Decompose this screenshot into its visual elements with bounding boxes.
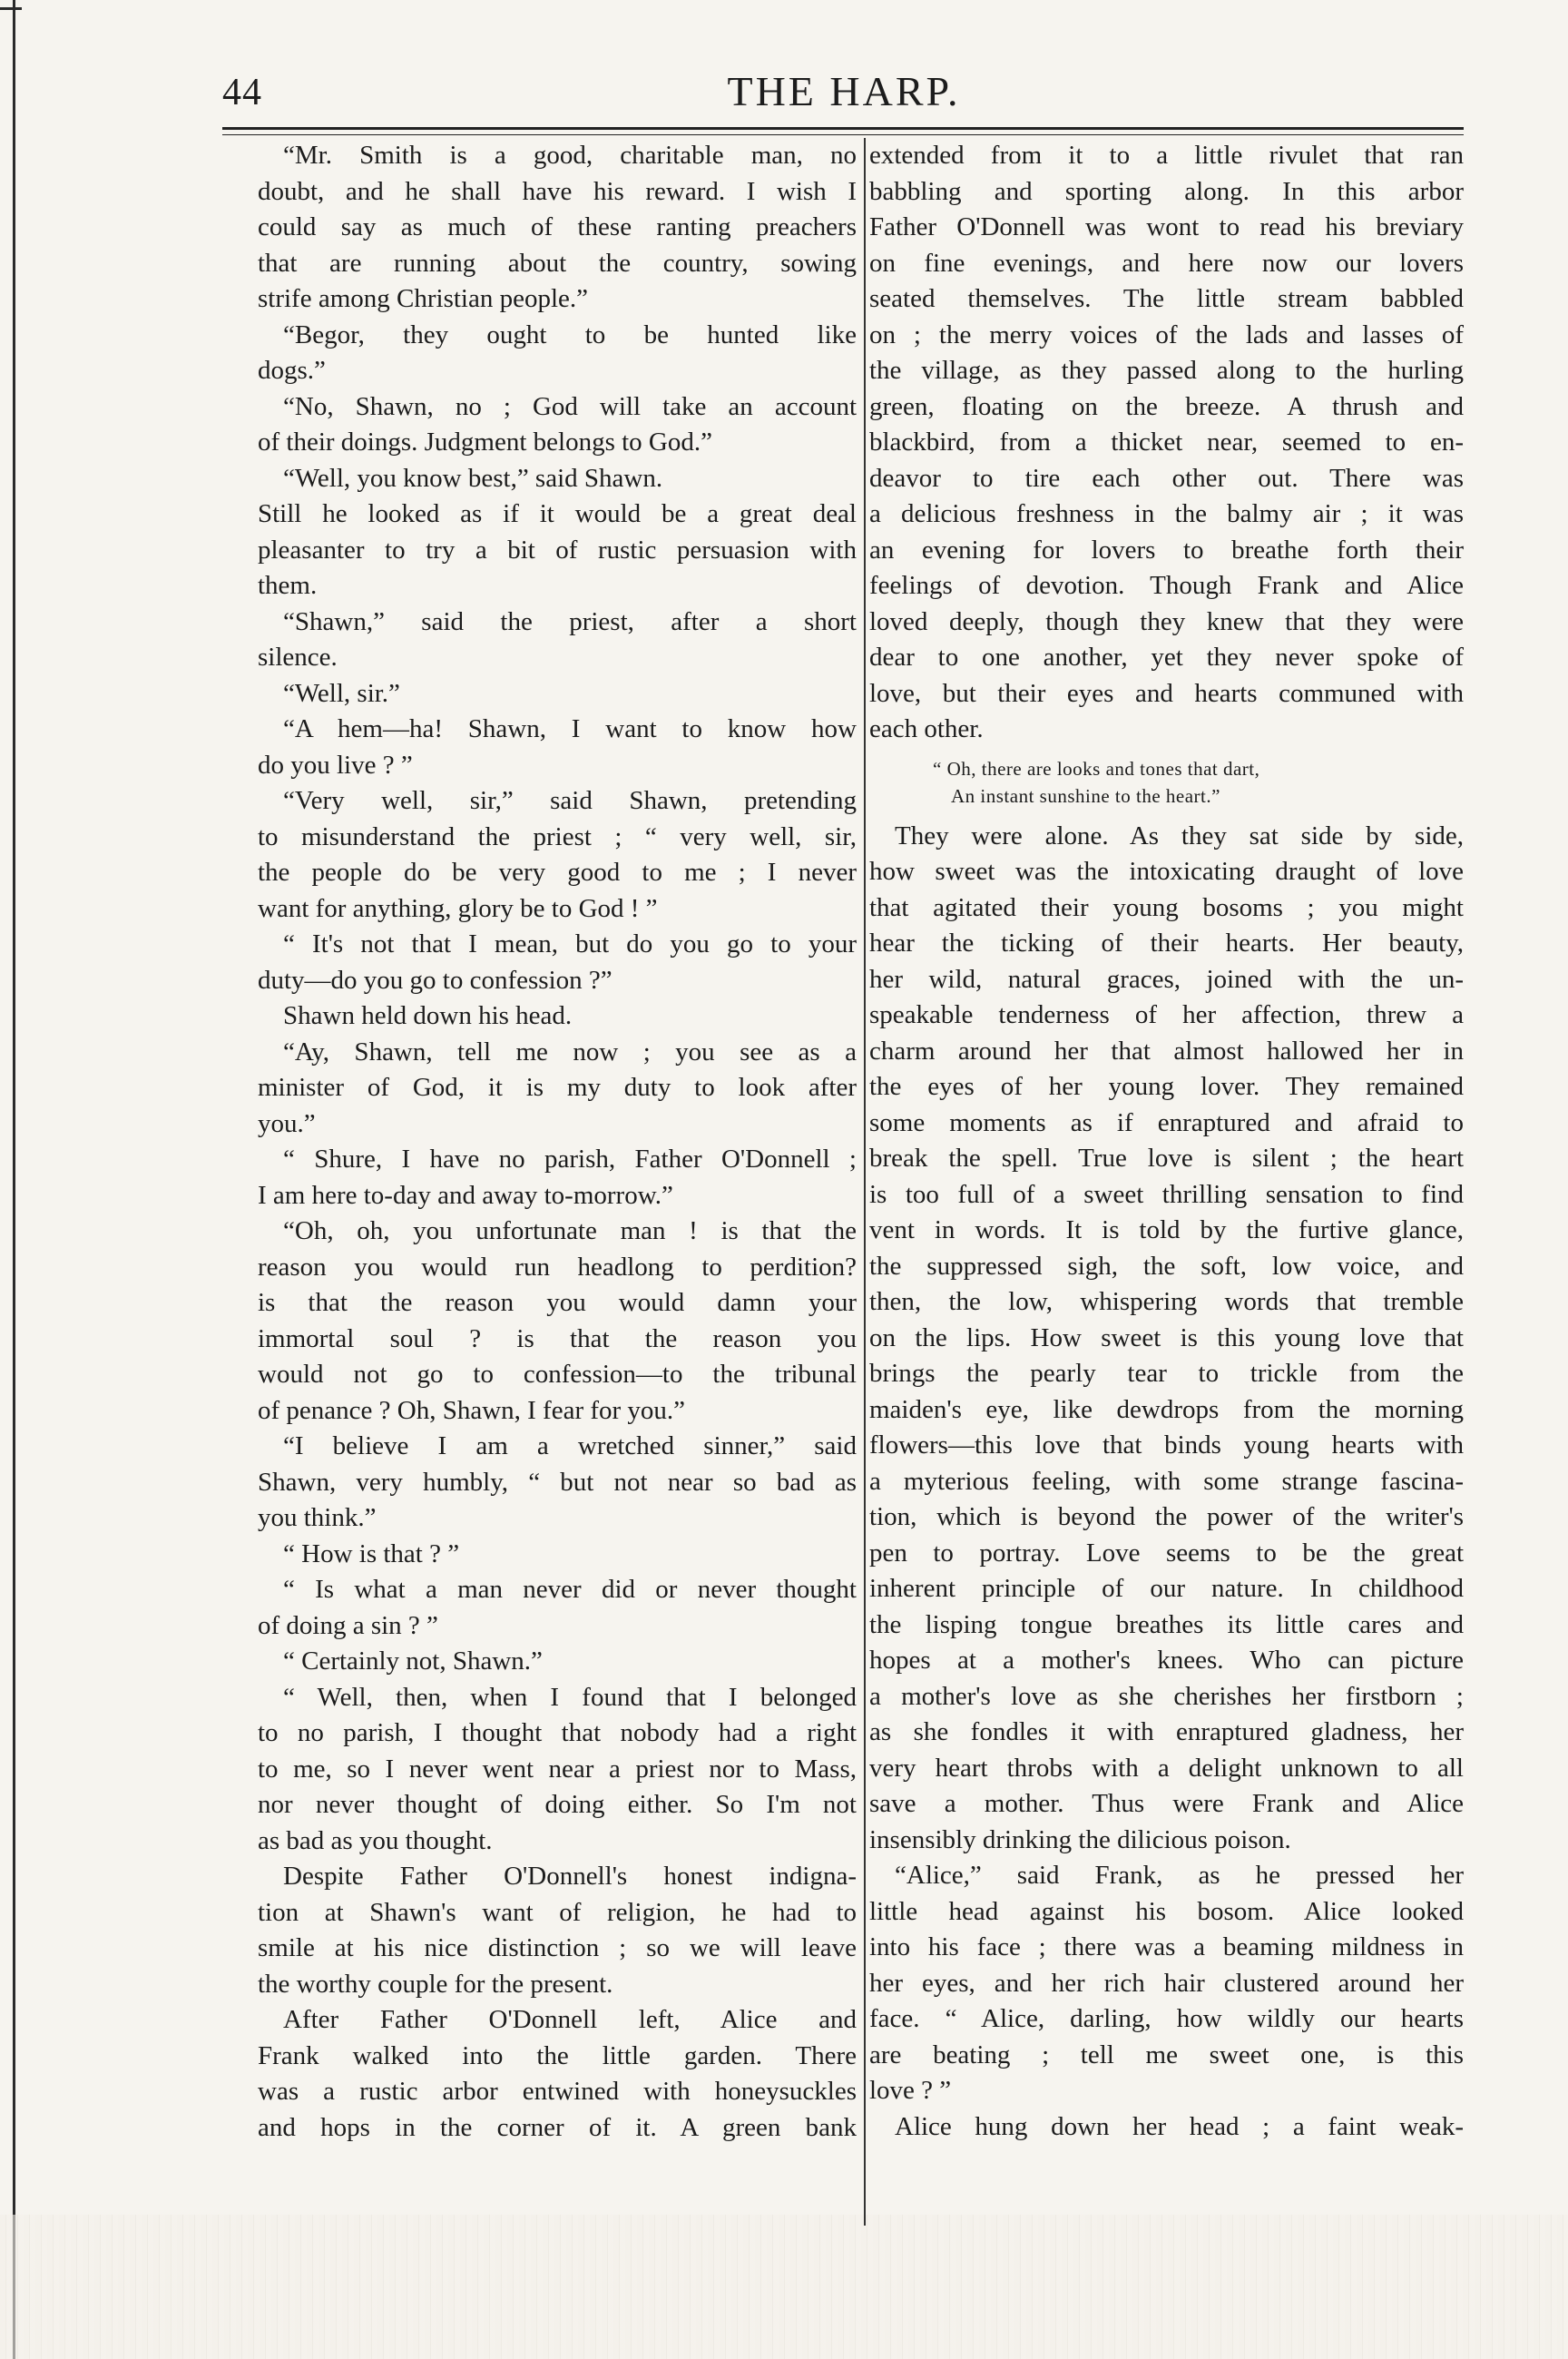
text-line: dear to one another, yet they never spoke of xyxy=(869,643,1464,672)
text-line: dogs.” xyxy=(258,356,326,385)
text-line: maiden's eye, like dewdrops from the morning xyxy=(869,1394,1464,1424)
text-line: tion at Shawn's want of religion, he had to xyxy=(258,1897,857,1927)
text-line: of penance ? Oh, Shawn, I fear for you.” xyxy=(258,1395,686,1425)
text-line: smile at his nice distinction ; so we will leave xyxy=(258,1933,857,1962)
page-number: 44 xyxy=(222,72,262,113)
text-line: charm around her that almost hallowed her in xyxy=(869,1036,1464,1066)
text-line: face. “ Alice, darling, how wildly our hearts xyxy=(869,2004,1464,2033)
page-header xyxy=(222,64,1465,136)
text-line: love, but their eyes and hearts communed with xyxy=(869,678,1464,708)
text-line: pleasanter to try a bit of rustic persuasion with xyxy=(258,535,857,565)
text-line: is that the reason you would damn your xyxy=(258,1288,857,1317)
text-line: little head against his bosom. Alice looked xyxy=(869,1896,1464,1926)
text-line: deavor to tire each other out. There was xyxy=(869,463,1464,493)
left-text-column xyxy=(258,138,857,2146)
text-line: to no parish, I thought that nobody had a right xyxy=(258,1718,857,1747)
text-line: that are running about the country, sowing xyxy=(258,248,857,278)
text-line: tion, which is beyond the power of the writer's xyxy=(869,1502,1464,1531)
page-corner-rule xyxy=(0,7,22,10)
text-line: on the lips. How sweet is this young love that xyxy=(869,1322,1464,1352)
text-line: the eyes of her young lover. They remained xyxy=(869,1072,1464,1101)
verse-line: “ Oh, there are looks and tones that dart, xyxy=(933,757,1260,780)
text-line: Still he looked as if it would be a great deal xyxy=(258,499,857,528)
text-line: reason you would run headlong to perdition? xyxy=(258,1252,857,1282)
right-column-top-text xyxy=(869,138,1464,748)
text-line: the lisping tongue breathes its little cares and xyxy=(869,1609,1464,1639)
text-line: the village, as they passed along to the hurling xyxy=(869,356,1464,385)
text-line: how sweet was the intoxicating draught of love xyxy=(869,857,1464,886)
text-line: “Well, you know best,” said Shawn. xyxy=(283,463,663,493)
text-line: hear the ticking of their hearts. Her beauty, xyxy=(869,929,1464,958)
text-line: on fine evenings, and here now our lovers xyxy=(869,248,1464,278)
text-line: hopes at a mother's knees. Who can picture xyxy=(869,1646,1464,1675)
text-line: very heart throbs with a delight unknown to all xyxy=(869,1753,1464,1783)
text-line: them. xyxy=(258,571,318,600)
text-line: the worthy couple for the present. xyxy=(258,1969,613,1999)
text-line: a delicious freshness in the balmy air ; it was xyxy=(869,499,1464,528)
text-line: each other. xyxy=(869,714,984,743)
text-line: “ Certainly not, Shawn.” xyxy=(283,1646,543,1676)
text-line: “I believe I am a wretched sinner,” said xyxy=(283,1431,857,1460)
verse-quotation xyxy=(869,748,1464,819)
text-line: Shawn held down his head. xyxy=(283,1001,573,1030)
text-line: you think.” xyxy=(258,1503,377,1532)
text-line: is too full of a sweet thrilling sensation to find xyxy=(869,1179,1464,1209)
text-line: babbling and sporting along. In this arbor xyxy=(869,176,1464,206)
text-line: “Oh, oh, you unfortunate man ! is that the xyxy=(283,1216,857,1245)
text-line: on ; the merry voices of the lads and lasses of xyxy=(869,319,1464,349)
text-line: you.” xyxy=(258,1108,316,1138)
verse-line: An instant sunshine to the heart.” xyxy=(951,784,1220,807)
text-line: strife among Christian people.” xyxy=(258,284,589,313)
text-line: “Begor, they ought to be hunted like xyxy=(283,319,857,349)
text-line: They were alone. As they sat side by side, xyxy=(895,821,1464,850)
text-line: duty—do you go to confession ?” xyxy=(258,965,612,995)
text-line: to misunderstand the priest ; “ very well, sir, xyxy=(258,821,857,851)
text-line: and hops in the corner of it. A green bank xyxy=(258,2112,857,2142)
text-line: break the spell. True love is silent ; the heart xyxy=(869,1144,1464,1173)
text-line: inherent principle of our nature. In childhood xyxy=(869,1574,1464,1603)
page-bottom-margin xyxy=(0,2215,1568,2359)
text-line: “A hem—ha! Shawn, I want to know how xyxy=(283,714,857,743)
text-line: brings the pearly tear to trickle from the xyxy=(869,1359,1464,1388)
header-rule-thick xyxy=(222,127,1464,130)
text-line: would not go to confession—to the tribunal xyxy=(258,1360,857,1389)
text-line: as bad as you thought. xyxy=(258,1825,493,1855)
text-line: then, the low, whispering words that tremble xyxy=(869,1287,1464,1316)
text-line: “Well, sir.” xyxy=(283,678,400,708)
text-line: insensibly drinking the dilicious poison. xyxy=(869,1824,1291,1854)
text-line: “ Shure, I have no parish, Father O'Donnell ; xyxy=(283,1145,857,1174)
text-line: immortal soul ? is that the reason you xyxy=(258,1323,857,1353)
text-line: extended from it to a little rivulet that ran xyxy=(869,141,1464,170)
text-line: seated themselves. The little stream babbled xyxy=(869,284,1464,313)
text-line: “Shawn,” said the priest, after a short xyxy=(283,606,857,636)
text-line: speakable tenderness of her affection, threw a xyxy=(869,1000,1464,1029)
text-line: I am here to-day and away to-morrow.” xyxy=(258,1180,673,1210)
text-line: of their doings. Judgment belongs to God.” xyxy=(258,428,713,457)
text-line: Father O'Donnell was wont to read his breviary xyxy=(869,212,1464,241)
text-line: feelings of devotion. Though Frank and Alice xyxy=(869,571,1464,600)
text-line: pen to portray. Love seems to be the great xyxy=(869,1538,1464,1568)
text-line: do you live ? ” xyxy=(258,750,413,780)
text-line: the people do be very good to me ; I never xyxy=(258,858,857,887)
text-line: flowers—this love that binds young hearts with xyxy=(869,1430,1464,1460)
text-line: want for anything, glory be to God ! ” xyxy=(258,893,658,923)
text-line: are beating ; tell me sweet one, is this xyxy=(869,2040,1464,2069)
text-line: “Very well, sir,” said Shawn, pretending xyxy=(283,786,857,815)
text-line: nor never thought of doing either. So I'm not xyxy=(258,1790,857,1819)
text-line: “ It's not that I mean, but do you go to your xyxy=(283,929,857,958)
text-line: “No, Shawn, no ; God will take an account xyxy=(283,391,857,421)
text-line: that agitated their young bosoms ; you might xyxy=(869,892,1464,922)
text-line: her eyes, and her rich hair clustered around her xyxy=(869,1968,1464,1998)
text-line: “Mr. Smith is a good, charitable man, no xyxy=(283,141,857,170)
text-line: the suppressed sigh, the soft, low voice, and xyxy=(869,1251,1464,1281)
running-title: THE HARP. xyxy=(727,68,961,114)
right-column-bottom-text xyxy=(869,819,1464,2146)
text-line: minister of God, it is my duty to look after xyxy=(258,1073,857,1102)
text-line: Shawn, very humbly, “ but not near so bad as xyxy=(258,1467,857,1497)
text-line: Frank walked into the little garden. There xyxy=(258,2040,857,2070)
text-line: as she fondles it with enraptured gladness, her xyxy=(869,1717,1464,1746)
text-line: silence. xyxy=(258,643,338,672)
header-rule-thin xyxy=(222,134,1464,135)
text-line: After Father O'Donnell left, Alice and xyxy=(283,2005,857,2034)
text-line: a mother's love as she cherishes her firstborn ; xyxy=(869,1681,1464,1711)
page-edge-rule xyxy=(13,0,15,2359)
text-line: was a rustic arbor entwined with honeysuckles xyxy=(258,2077,857,2106)
text-line: vent in words. It is told by the furtive glance, xyxy=(869,1215,1464,1244)
text-line: Despite Father O'Donnell's honest indigna- xyxy=(283,1862,857,1891)
text-line: to me, so I never went near a priest nor to Mass, xyxy=(258,1754,857,1784)
text-line: Alice hung down her head ; a faint weak- xyxy=(895,2111,1464,2141)
text-line: some moments as if enraptured and afraid to xyxy=(869,1107,1464,1137)
text-line: “ How is that ? ” xyxy=(283,1538,460,1568)
column-divider xyxy=(864,138,866,2226)
text-line: “Alice,” said Frank, as he pressed her xyxy=(895,1861,1464,1890)
text-line: a myterious feeling, with some strange fascina- xyxy=(869,1466,1464,1496)
text-line: “ Well, then, when I found that I belonged xyxy=(283,1682,857,1712)
right-text-column xyxy=(869,138,1464,2145)
text-line: an evening for lovers to breathe forth their xyxy=(869,535,1464,565)
text-line: green, floating on the breeze. A thrush and xyxy=(869,391,1464,421)
text-line: love ? ” xyxy=(869,2076,952,2105)
text-line: save a mother. Thus were Frank and Alice xyxy=(869,1789,1464,1818)
text-line: “ Is what a man never did or never thought xyxy=(283,1575,857,1604)
text-line: “Ay, Shawn, tell me now ; you see as a xyxy=(283,1037,857,1066)
text-line: into his face ; there was a beaming mildness in xyxy=(869,1932,1464,1961)
text-line: loved deeply, though they knew that they were xyxy=(869,606,1464,636)
text-line: doubt, and he shall have his reward. I wish I xyxy=(258,176,857,206)
text-line: could say as much of these ranting preachers xyxy=(258,212,857,241)
text-line: of doing a sin ? ” xyxy=(258,1610,438,1640)
text-line: her wild, natural graces, joined with the un- xyxy=(869,964,1464,994)
text-line: blackbird, from a thicket near, seemed to en- xyxy=(869,428,1464,457)
